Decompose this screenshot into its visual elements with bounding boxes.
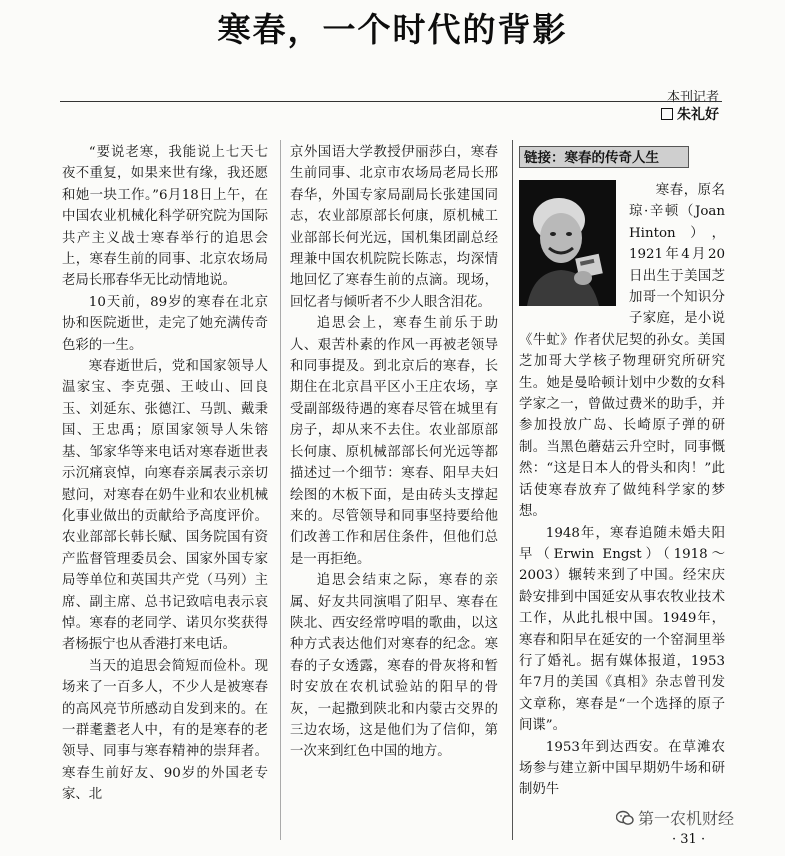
paragraph: “要说老寒，我能说上七天七夜不重复，如果来世有缘，我还愿和她一块工作。”6月18日上午，在中国农业机械化科学研究院为国际共产主义战士寒春举行的追思会上，寒春生前的同事、北京农场局老局长邢春华无比动情地说。 <box>62 145 268 289</box>
paragraph: 追思会结束之际，寒春的亲属、好友共同演唱了阳早、寒春在陕北、西安经常哼唱的歌曲，以这种方式表达他们对寒春的纪念。寒春的子女透露，寒春的骨灰将和暂时安放在农机试验站的阳早的骨灰，一起撒到陕北和内蒙古交界的三边农场，这是他们为了信仰，第一次来到红色中国的地方。 <box>290 573 498 760</box>
watermark-text: 第一农机财经 <box>638 809 735 828</box>
header-rule <box>60 101 722 102</box>
paragraph: 10天前，89岁的寒春在北京协和医院逝世，走完了她充满传奇色彩的一生。 <box>62 294 268 353</box>
paragraph: 1953年到达西安。在草滩农场参与建立新中国早期奶牛场和研制奶牛 <box>519 739 725 798</box>
photo-float-spacer <box>519 180 623 314</box>
paragraph: 寒春，原名琼·辛顿（Joan Hinton），1921年4月20日出生于美国芝加哥一个知识分子家庭，是小说《牛虻》作者伏尼契的孙女。美国芝加哥大学核子物理研究所研究生。她是曼哈顿计划中少数的女科学家之一，曾做过费米的助手，并参加投放广岛、长崎原子弹的研制。当黑色蘑菇云升空时，同事慨然：“这是日本人的骨头和肉！”此话使寒春放弃了做纯科学家的梦想。 <box>519 183 725 520</box>
byline-role: 本刊记者 <box>666 90 719 105</box>
paragraph: 京外国语大学教授伊丽莎白，寒春生前同事、北京市农场局老局长邢春华，外国专家局副局长张建国同志，农业部原部长何康，原机械工业部部长何光远，国机集团副总经理兼中国农机院院长陈志，均深情地回忆了寒春生前的点滴。现场，回忆者与倾听者不少人眼含泪花。 <box>290 145 498 310</box>
byline-name: 朱礼好 <box>677 107 719 123</box>
paragraph: 追思会上，寒春生前乐于助人、艰苦朴素的作风一再被老领导和同事提及。到北京后的寒春，长期住在北京昌平区小王庄农场，享受副部级待遇的寒春尽管在城里有房子，却从来不去住。农业部原部长何康、原机械部部长何光远等都描述过一个细节：寒春、阳早夫妇绘图的木板下面，是由砖头支撑起来的。尽管领导和同事坚持要给他们改善工作和居住条件，但他们总是一再拒绝。 <box>290 316 498 567</box>
byline-square-icon <box>661 108 673 120</box>
page-number: · 31 · <box>672 832 706 847</box>
sidebar-box <box>512 140 729 840</box>
wechat-icon <box>616 810 634 826</box>
watermark <box>616 806 734 829</box>
article-headline: 寒春，一个时代的背影 <box>217 10 568 49</box>
article-column-1 <box>62 142 268 806</box>
paragraph: 1948年，寒春追随未婚夫阳早（Erwin Engst）（1918～2003）辗转来到了中国。经宋庆龄安排到中国延安从事农牧业技术工作，从此扎根中国。1949年，寒春和阳早在延安的一个窑洞里举行了婚礼。据有媒体报道，1953年7月的美国《真相》杂志曾刊发文章称，寒春是“一个选择的原子间谍”。 <box>519 525 725 734</box>
sidebar-heading: 链接：寒春的传奇人生 <box>519 146 689 168</box>
sidebar-text <box>519 180 725 801</box>
article-column-2 <box>290 142 498 763</box>
paragraph: 寒春逝世后，党和国家领导人温家宝、李克强、王岐山、回良玉、刘延东、张德江、马凯、戴秉国、王忠禹；原国家领导人朱镕基、邹家华等来电话对寒春逝世表示沉痛哀悼，向寒春亲属表示亲切慰问，对寒春在奶牛业和农业机械化事业做出的贡献给予高度评价。农业部部长韩长赋、国务院国有资产监督管理委员会、国家外国专家局等单位和英国共产党（马列）主席、副主席、总书记致唁电表示哀悼。寒春的老同学、诺贝尔奖获得者杨振宁也从香港打来电话。 <box>62 359 268 653</box>
byline <box>661 104 719 124</box>
column-divider <box>280 140 281 840</box>
paragraph: 当天的追思会简短而俭朴。现场来了一百多人，不少人是被寒春的高风亮节所感动自发到来的。在一群耄耋老人中，有的是寒春的老领导、同事与寒春精神的崇拜者。寒春生前好友、90岁的外国老专家、北 <box>62 658 268 803</box>
